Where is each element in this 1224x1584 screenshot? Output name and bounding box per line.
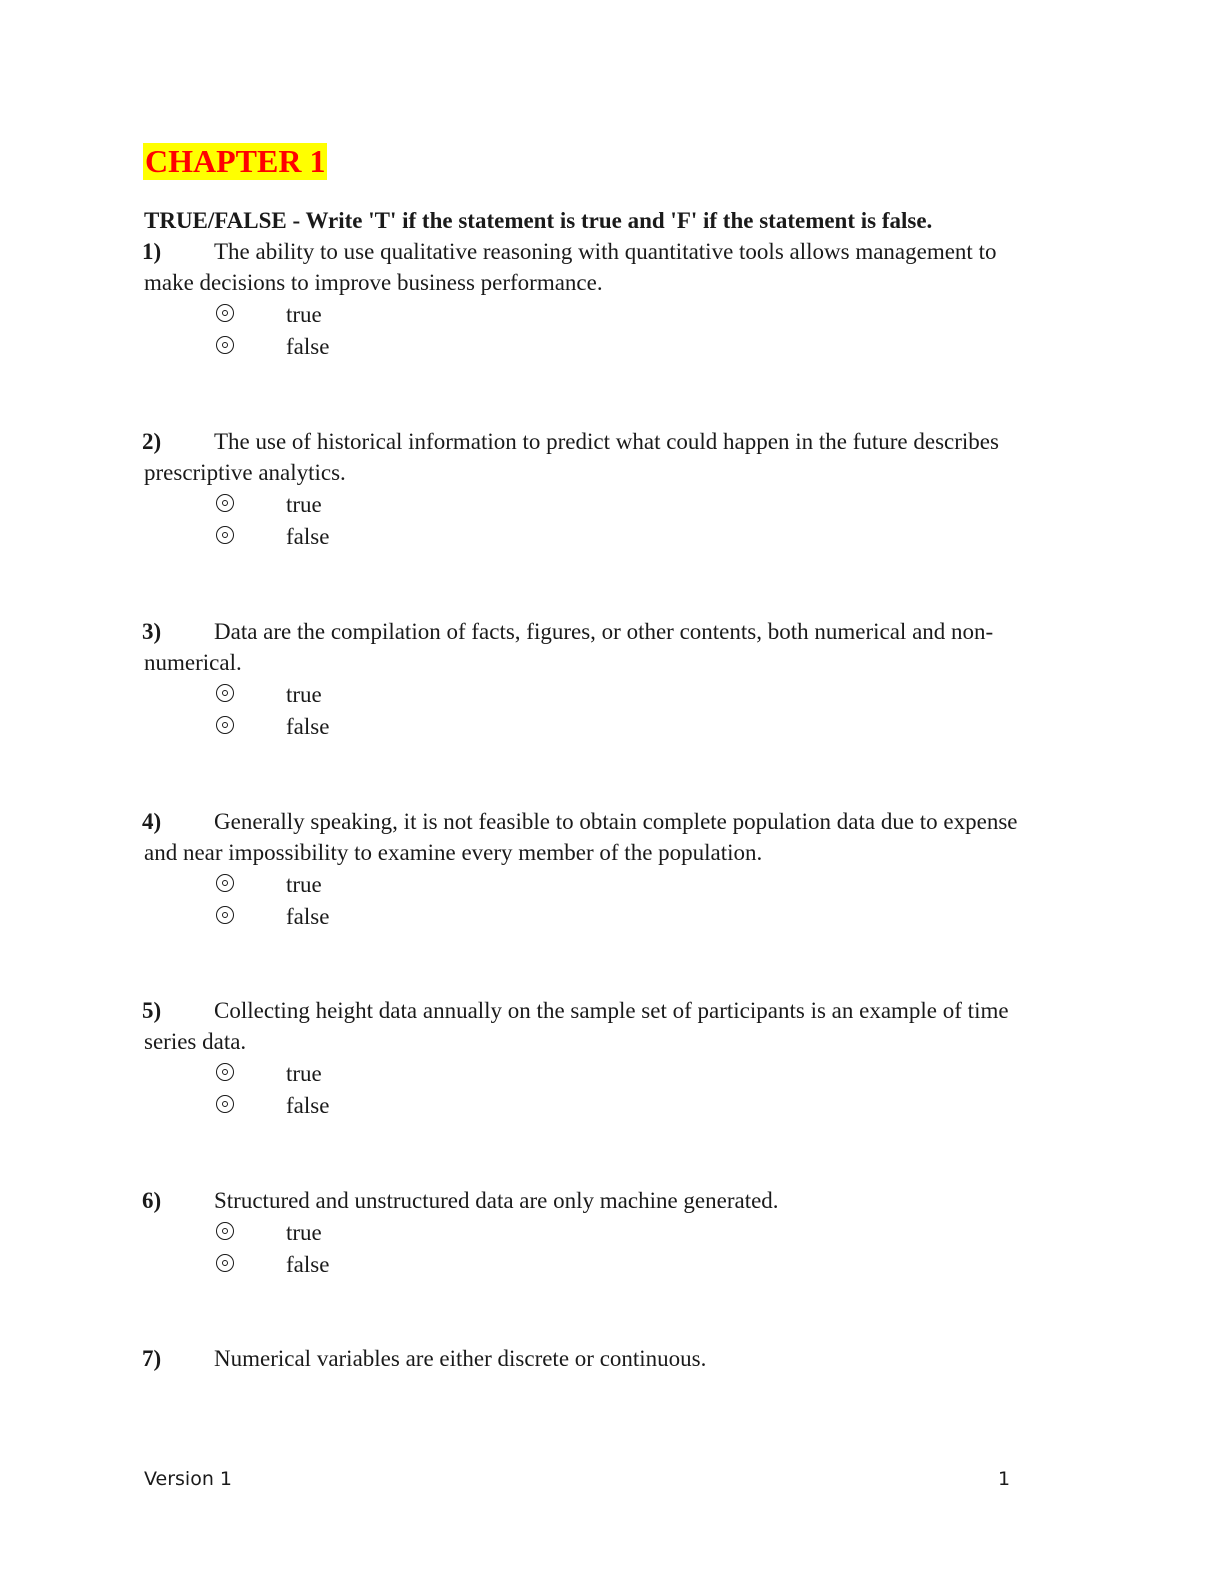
- question-text: [144, 236, 1049, 298]
- question-statement: Structured and unstructured data are only machine generated.: [214, 1188, 779, 1213]
- option-true[interactable]: [144, 1217, 1049, 1249]
- question-statement: The use of historical information to predict what could happen in the future describes prescriptive analytics.: [144, 429, 999, 485]
- option-true[interactable]: [144, 299, 1049, 331]
- radio-dot-icon: [222, 912, 228, 918]
- radio-button-icon[interactable]: [216, 336, 234, 354]
- question-text: [144, 426, 1049, 488]
- radio-dot-icon: [222, 880, 228, 886]
- question-2: [144, 426, 1049, 553]
- question-text: [144, 616, 1049, 678]
- question-number: 7): [142, 1346, 162, 1371]
- question-text: [144, 1343, 1049, 1374]
- option-label: true: [286, 1220, 322, 1245]
- instructions-heading: TRUE/FALSE - Write 'T' if the statement is true and 'F' if the statement is false.: [144, 208, 933, 233]
- option-false[interactable]: [144, 521, 1049, 553]
- answer-options: [144, 299, 1049, 363]
- radio-button-icon[interactable]: [216, 716, 234, 734]
- radio-button-icon[interactable]: [216, 874, 234, 892]
- radio-button-icon[interactable]: [216, 1222, 234, 1240]
- question-4: [144, 806, 1049, 933]
- question-number: 4): [142, 809, 162, 834]
- question-number: 6): [142, 1188, 162, 1213]
- answer-options: [144, 869, 1049, 933]
- option-label: true: [286, 872, 322, 897]
- option-false[interactable]: [144, 1249, 1049, 1281]
- question-3: [144, 616, 1049, 743]
- option-label: false: [286, 1093, 330, 1118]
- question-text: [144, 1185, 1049, 1216]
- question-number: 5): [142, 998, 162, 1023]
- radio-dot-icon: [222, 1228, 228, 1234]
- radio-dot-icon: [222, 1260, 228, 1266]
- option-false[interactable]: [144, 1090, 1049, 1122]
- option-label: true: [286, 1061, 322, 1086]
- question-7: [144, 1343, 1049, 1374]
- answer-options: [144, 1217, 1049, 1281]
- radio-button-icon[interactable]: [216, 1063, 234, 1081]
- option-true[interactable]: [144, 489, 1049, 521]
- answer-options: [144, 489, 1049, 553]
- radio-button-icon[interactable]: [216, 526, 234, 544]
- question-statement: Collecting height data annually on the sample set of participants is an example of time series data.: [144, 998, 1009, 1054]
- radio-button-icon[interactable]: [216, 1095, 234, 1113]
- question-number: 3): [142, 619, 162, 644]
- option-label: false: [286, 904, 330, 929]
- question-text: [144, 806, 1049, 868]
- question-text: [144, 995, 1049, 1057]
- question-number: 2): [142, 429, 162, 454]
- radio-dot-icon: [222, 342, 228, 348]
- question-1: [144, 236, 1049, 363]
- radio-dot-icon: [222, 1069, 228, 1075]
- radio-button-icon[interactable]: [216, 684, 234, 702]
- question-statement: Generally speaking, it is not feasible to obtain complete population data due to expense and near impossibility to examine every member of the population.: [144, 809, 1018, 865]
- answer-options: [144, 1058, 1049, 1122]
- question-statement: Numerical variables are either discrete or continuous.: [214, 1346, 707, 1371]
- option-true[interactable]: [144, 1058, 1049, 1090]
- option-true[interactable]: [144, 869, 1049, 901]
- answer-options: [144, 679, 1049, 743]
- option-label: true: [286, 302, 322, 327]
- question-statement: The ability to use qualitative reasoning with quantitative tools allows management to make decisions to improve business performance.: [144, 239, 997, 295]
- radio-button-icon[interactable]: [216, 304, 234, 322]
- option-true[interactable]: [144, 679, 1049, 711]
- question-statement: Data are the compilation of facts, figures, or other contents, both numerical and non-numerical.: [144, 619, 994, 675]
- radio-button-icon[interactable]: [216, 906, 234, 924]
- option-false[interactable]: [144, 331, 1049, 363]
- radio-dot-icon: [222, 690, 228, 696]
- question-number: 1): [142, 239, 162, 264]
- radio-button-icon[interactable]: [216, 1254, 234, 1272]
- option-label: false: [286, 524, 330, 549]
- footer-version: Version 1: [144, 1468, 232, 1490]
- option-false[interactable]: [144, 901, 1049, 933]
- option-label: false: [286, 1252, 330, 1277]
- option-false[interactable]: [144, 711, 1049, 743]
- radio-button-icon[interactable]: [216, 494, 234, 512]
- option-label: false: [286, 714, 330, 739]
- radio-dot-icon: [222, 500, 228, 506]
- option-label: false: [286, 334, 330, 359]
- chapter-title: CHAPTER 1: [145, 143, 326, 179]
- option-label: true: [286, 492, 322, 517]
- radio-dot-icon: [222, 532, 228, 538]
- question-6: [144, 1185, 1049, 1281]
- question-5: [144, 995, 1049, 1122]
- radio-dot-icon: [222, 722, 228, 728]
- option-label: true: [286, 682, 322, 707]
- radio-dot-icon: [222, 1101, 228, 1107]
- radio-dot-icon: [222, 310, 228, 316]
- footer-page-number: 1: [998, 1468, 1011, 1490]
